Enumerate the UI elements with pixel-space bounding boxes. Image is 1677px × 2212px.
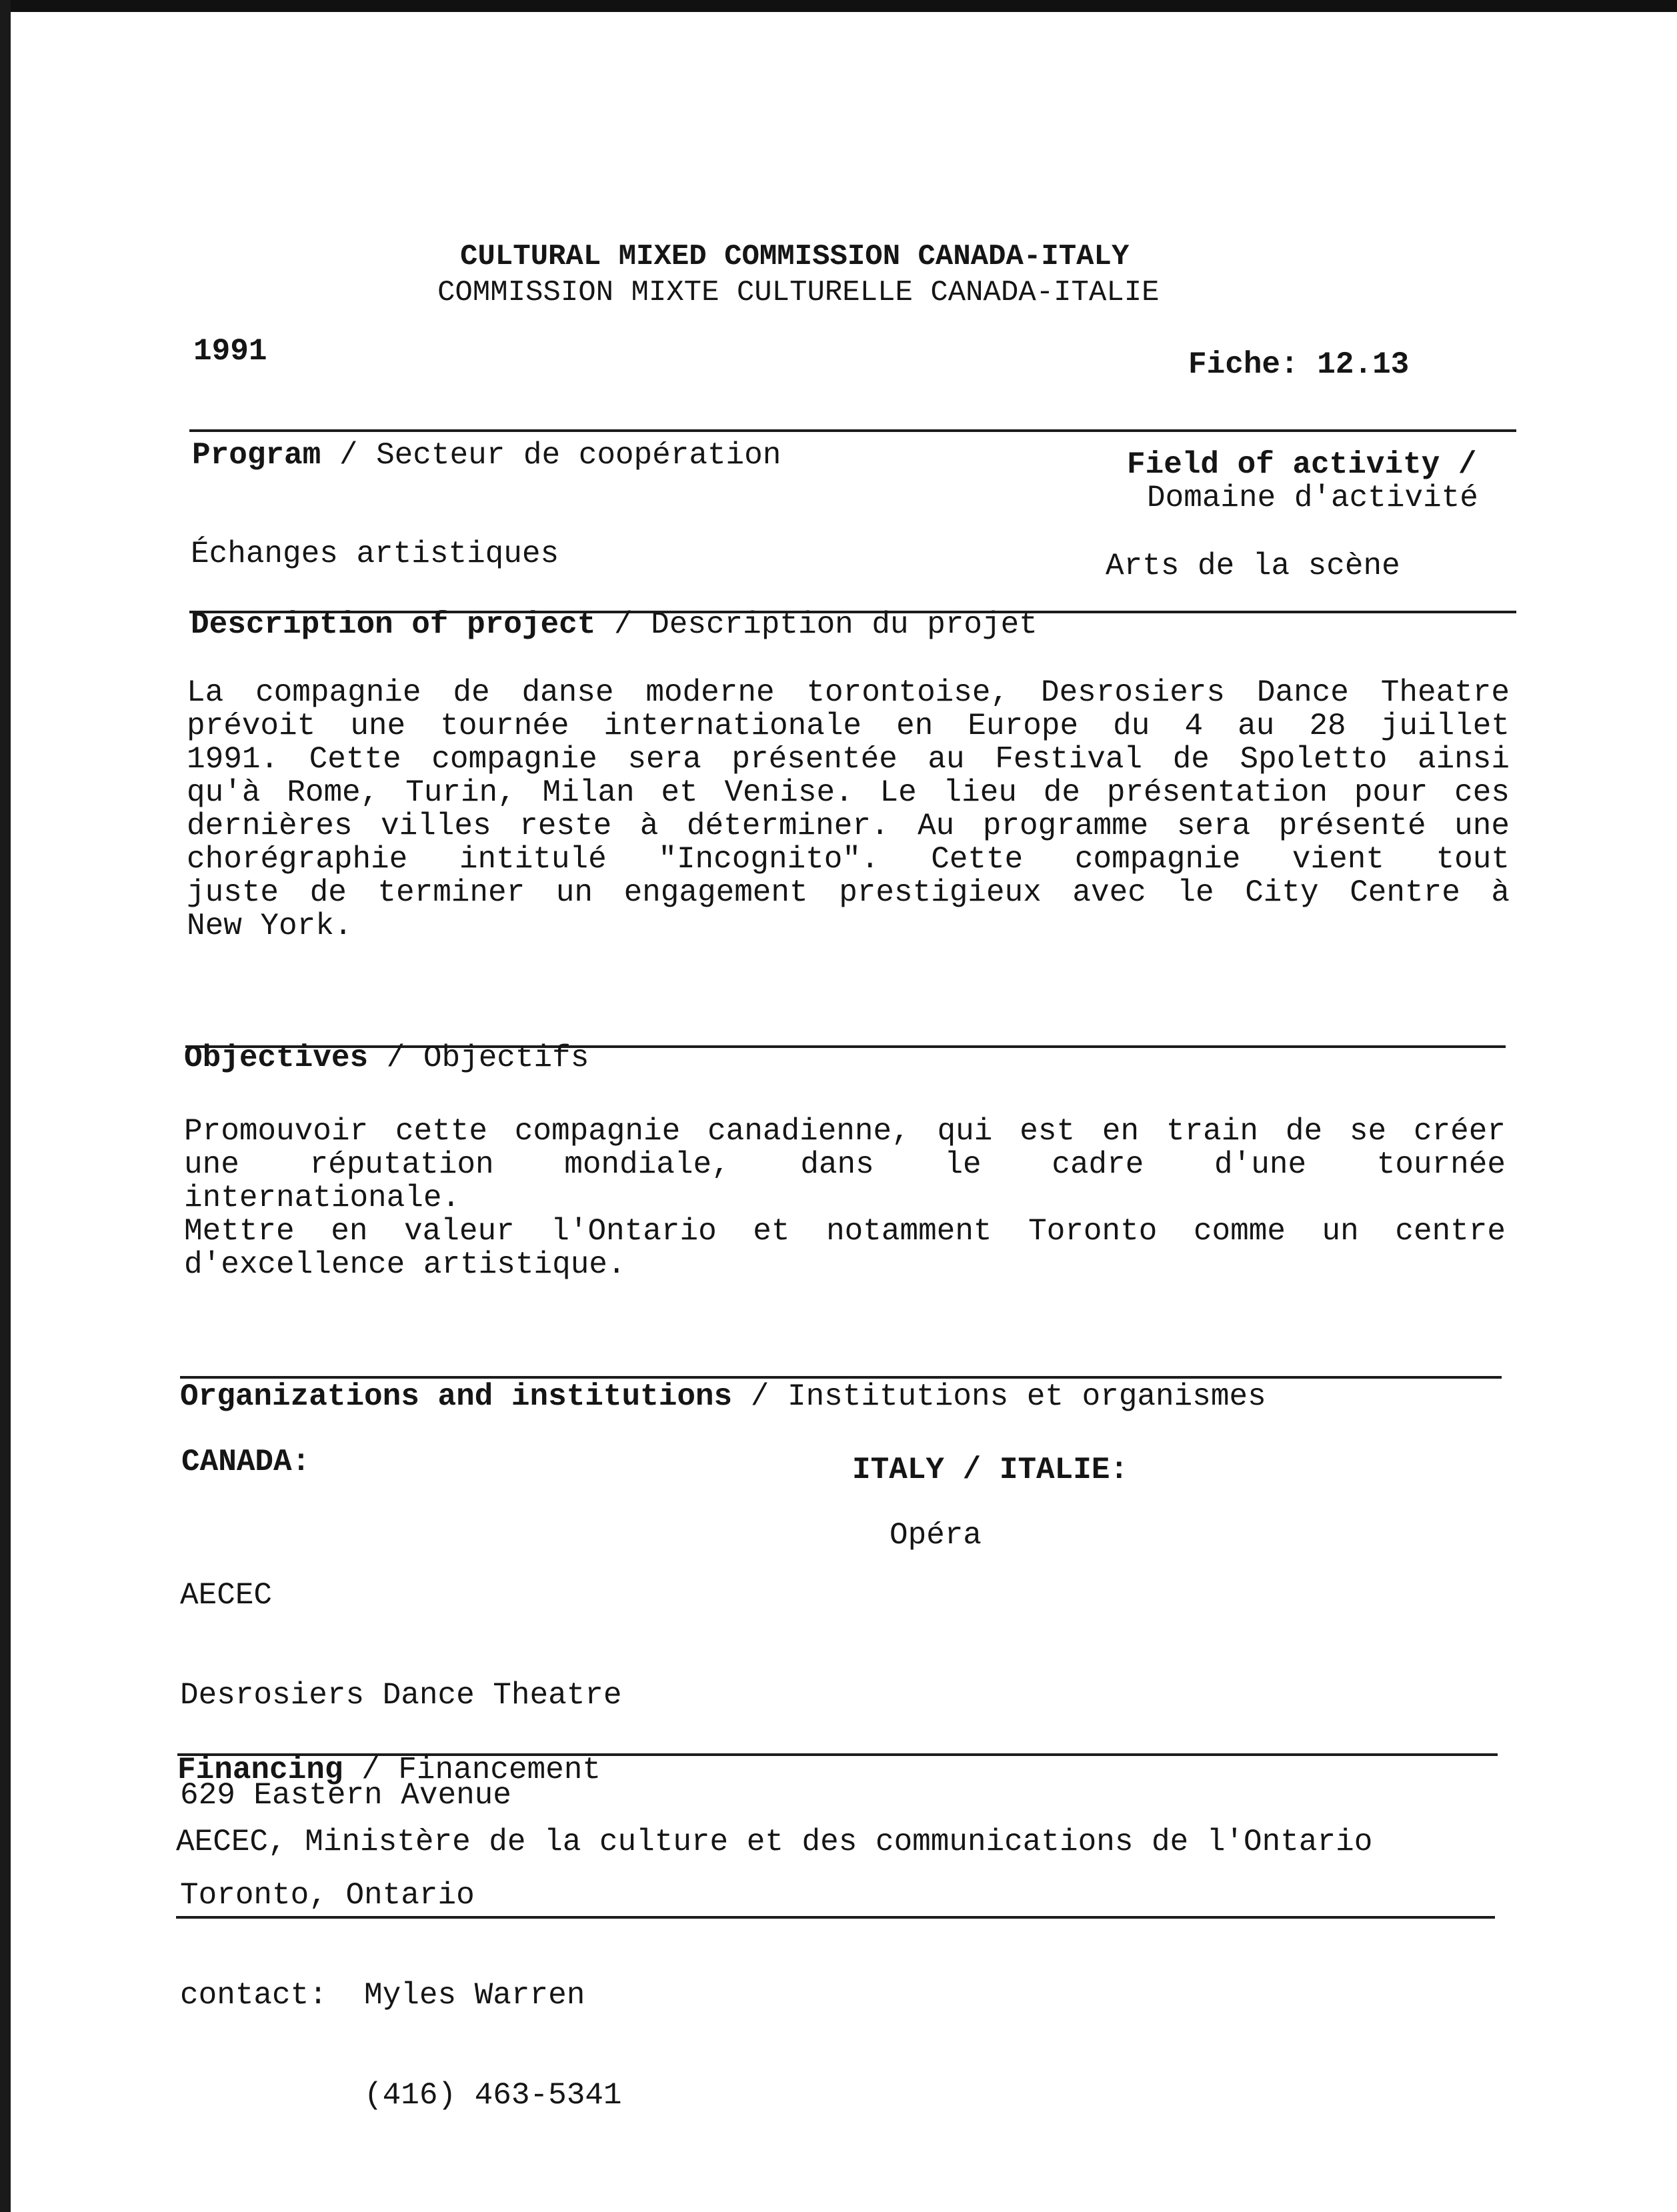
description-line: chorégraphie intitulé "Incognito". Cette compagnie vient tout xyxy=(187,842,1510,877)
fiche-label: Fiche: xyxy=(1188,347,1299,382)
objectives-line: une réputation mondiale, dans le cadre d'une tournée xyxy=(184,1147,1506,1182)
canada-line: Desrosiers Dance Theatre xyxy=(180,1678,622,1713)
program-heading xyxy=(192,439,781,472)
title-french: COMMISSION MIXTE CULTURELLE CANADA-ITALIE xyxy=(437,276,1160,309)
financing-label-fr: Financement xyxy=(398,1753,601,1787)
description-line: qu'à Rome, Turin, Milan et Venise. Le lieu de présentation pour ces xyxy=(187,775,1510,810)
description-line: prévoit une tournée internationale en Europe du 4 au 28 juillet xyxy=(187,709,1510,743)
divider-4 xyxy=(180,1376,1502,1379)
objectives-line: Promouvoir cette compagnie canadienne, qui est en train de se créer xyxy=(184,1114,1506,1149)
financing-heading xyxy=(177,1753,601,1787)
fiche-value: 12.13 xyxy=(1317,347,1410,382)
canada-line: contact: Myles Warren xyxy=(180,1978,585,2013)
program-label-fr: Secteur de coopération xyxy=(376,438,781,473)
italy-organization: Opéra xyxy=(890,1518,982,1553)
financing-value: AECEC, Ministère de la culture et des communications de l'Ontario xyxy=(176,1825,1373,1859)
description-line: 1991. Cette compagnie sera présentée au Festival de Spoletto ainsi xyxy=(187,742,1510,777)
italy-label: ITALY / ITALIE: xyxy=(852,1453,1129,1487)
canada-label: CANADA: xyxy=(181,1445,311,1479)
canada-line: (416) 463-5341 xyxy=(180,2078,622,2113)
financing-sep: / xyxy=(361,1753,380,1787)
description-line: dernières villes reste à déterminer. Au programme sera présenté une xyxy=(187,809,1510,843)
objectives-label-en: Objectives xyxy=(184,1041,369,1075)
financing-label-en: Financing xyxy=(177,1753,343,1787)
description-line: New York. xyxy=(187,909,353,943)
title-english: CULTURAL MIXED COMMISSION CANADA-ITALY xyxy=(460,240,1130,273)
fiche-number xyxy=(1188,348,1409,381)
objectives-sep: / xyxy=(386,1041,405,1075)
year: 1991 xyxy=(193,334,267,369)
scan-left-edge xyxy=(0,0,11,2212)
objectives-heading xyxy=(184,1041,589,1075)
objectives-label-fr: Objectifs xyxy=(423,1041,589,1075)
objectives-line: Mettre en valeur l'Ontario et notamment Toronto comme un centre xyxy=(184,1214,1506,1249)
program-label-en: Program xyxy=(192,438,321,473)
organizations-sep: / xyxy=(750,1379,769,1414)
description-line: La compagnie de danse moderne torontoise, Desrosiers Dance Theatre xyxy=(187,675,1510,710)
canada-line: Toronto, Ontario xyxy=(180,1878,475,1913)
description-body xyxy=(187,676,1510,943)
description-label-fr: Description du projet xyxy=(651,607,1038,642)
organizations-heading xyxy=(180,1380,1266,1413)
canada-line: 629 Eastern Avenue xyxy=(180,1778,511,1813)
scan-top-edge xyxy=(0,0,1677,12)
objectives-line: d'excellence artistique. xyxy=(184,1247,626,1282)
objectives-body xyxy=(184,1115,1506,1281)
description-heading xyxy=(191,608,1038,641)
description-line: juste de terminer un engagement prestigieux avec le City Centre à xyxy=(187,875,1510,910)
organizations-label-en: Organizations and institutions xyxy=(180,1379,733,1414)
program-sep: / xyxy=(339,438,358,473)
canada-line: AECEC xyxy=(180,1578,273,1613)
organizations-label-fr: Institutions et organismes xyxy=(787,1379,1266,1414)
objectives-line: internationale. xyxy=(184,1181,461,1215)
description-sep: / xyxy=(613,607,633,642)
divider-1 xyxy=(189,429,1516,432)
description-label-en: Description of project xyxy=(191,607,596,642)
field-label-fr: Domaine d'activité xyxy=(1147,481,1478,515)
program-value: Échanges artistiques xyxy=(191,537,559,571)
divider-6 xyxy=(176,1916,1495,1919)
field-label-en: Field of activity / xyxy=(1127,447,1477,482)
field-value: Arts de la scène xyxy=(1106,549,1400,583)
